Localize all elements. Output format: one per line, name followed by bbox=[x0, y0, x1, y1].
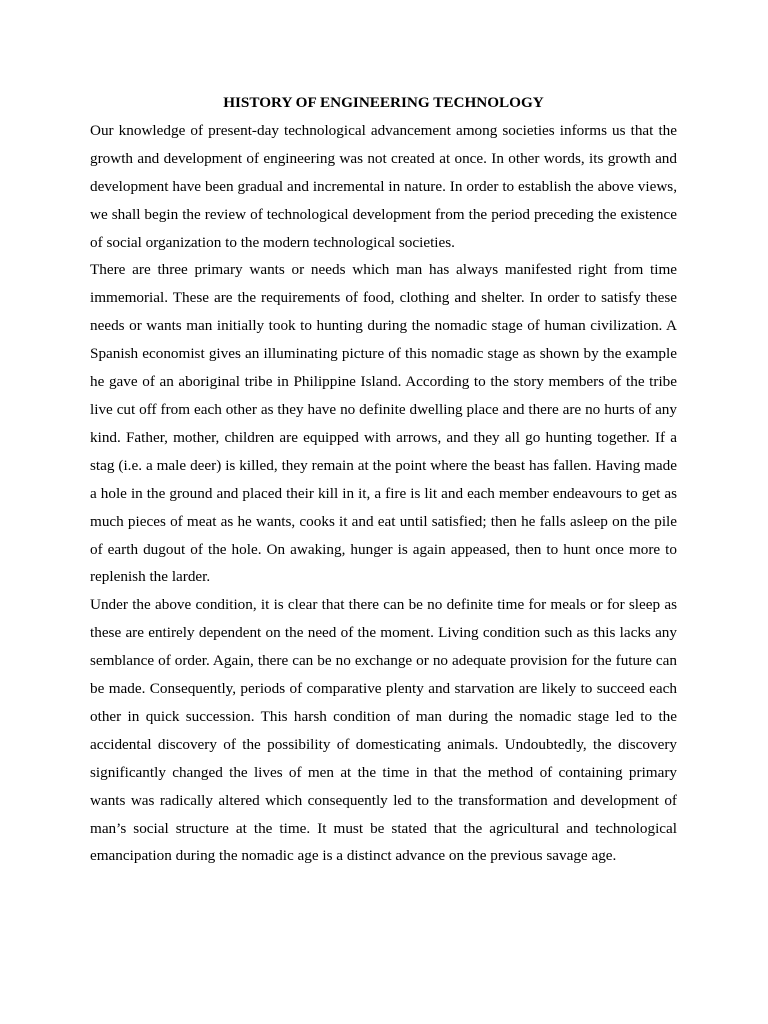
paragraph-1: Our knowledge of present-day technological advancement among societies informs us that the growth and development of engineering was not created at once. In other words, its growth and development have been gradual and incremental in nature. In order to establish the above views, we shall begin the review of technological development from the period preceding the existence of social organization to the modern technological societies. bbox=[90, 121, 677, 251]
document-page bbox=[90, 89, 677, 870]
paragraph-3: Under the above condition, it is clear that there can be no definite time for meals or for sleep as these are entirely dependent on the need of the moment. Living condition such as this lacks any semblance of order. Again, there can be no exchange or no adequate provision for the future can be made. Consequently, periods of comparative plenty and starvation are likely to succeed each other in quick succession. This harsh condition of man during the nomadic stage led to the accidental discovery of the possibility of domesticating animals. Undoubtedly, the discovery significantly changed the lives of men at the time in that the method of containing primary wants was radically altered which consequently led to the transformation and development of man’s social structure at the time. It must be stated that the agricultural and technological emancipation during the nomadic age is a distinct advance on the previous savage age. bbox=[90, 596, 677, 865]
paragraph-2: There are three primary wants or needs which man has always manifested right from time immemorial. These are the requirements of food, clothing and shelter. In order to satisfy these needs or wants man initially took to hunting during the nomadic stage of human civilization. A Spanish economist gives an illuminating picture of this nomadic stage as shown by the example he gave of an aboriginal tribe in Philippine Island. According to the story members of the tribe live cut off from each other as they have no definite dwelling place and there are no hurts of any kind. Father, mother, children are equipped with arrows, and they all go hunting together. If a stag (i.e. a male deer) is killed, they remain at the point where the beast has fallen. Having made a hole in the ground and placed their kill in it, a fire is lit and each member endeavours to get as much pieces of meat as he wants, cooks it and eat until satisfied; then he falls asleep on the pile of earth dugout of the hole. On awaking, hunger is again appeased, then to hunt once more to replenish the larder. bbox=[90, 261, 677, 586]
document-title: HISTORY OF ENGINEERING TECHNOLOGY bbox=[223, 94, 544, 111]
